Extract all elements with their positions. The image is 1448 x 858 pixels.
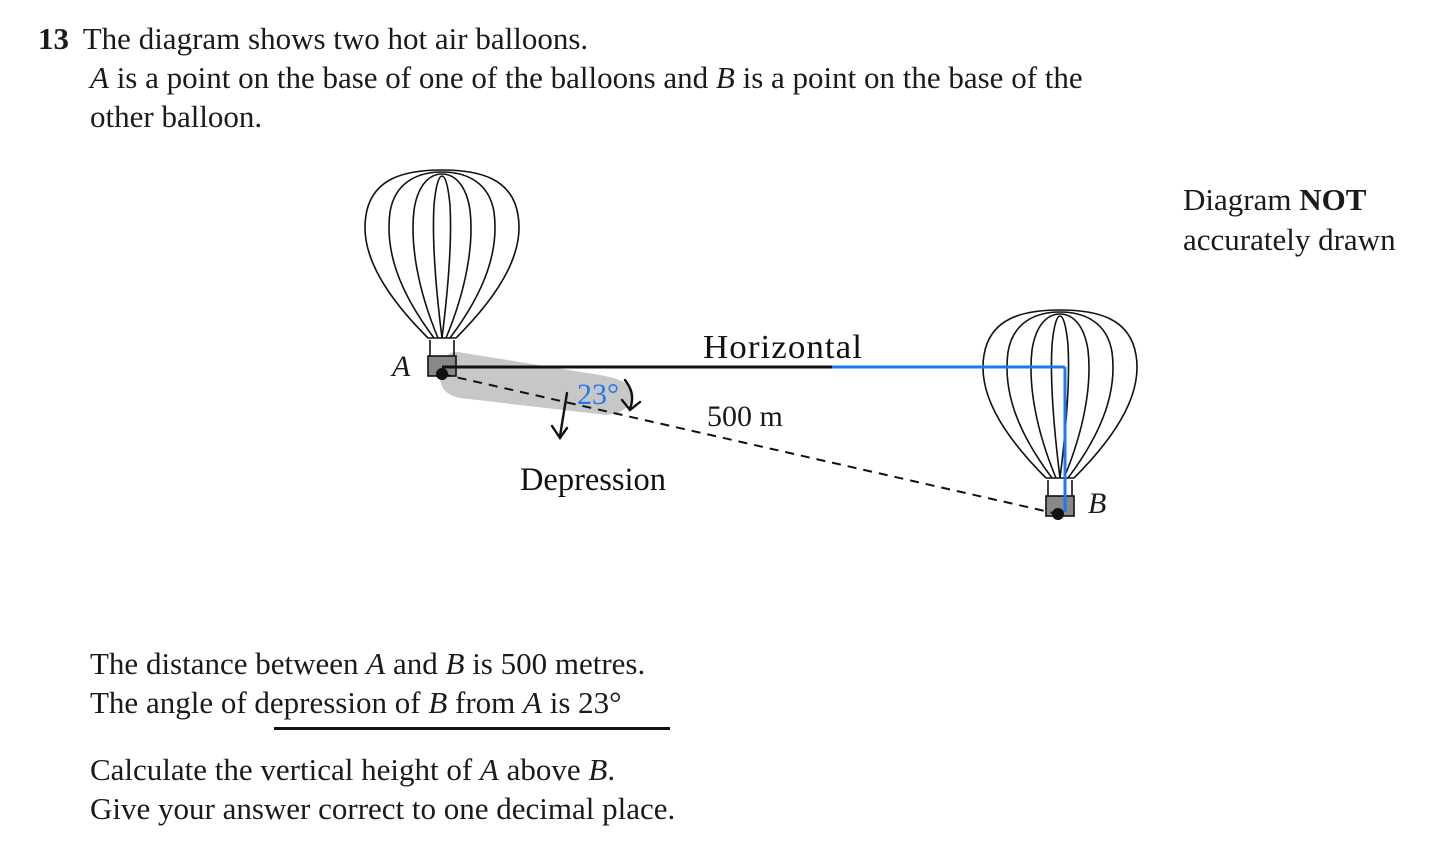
point-b-label: B (1088, 487, 1107, 520)
balloon-a (365, 170, 519, 376)
point-b-ref: B (588, 752, 608, 787)
body-text: The distance between (90, 646, 367, 681)
point-b-ref: B (428, 685, 448, 720)
intro-text: The diagram shows two hot air balloons. (82, 21, 589, 56)
distance-label: 500 m (707, 400, 783, 433)
point-b-ref: B (445, 646, 465, 681)
body-text: is 23° (541, 685, 622, 720)
point-a-ref: A (366, 646, 386, 681)
body-line3 (90, 750, 615, 790)
question-intro-line3: other balloon. (90, 99, 263, 134)
question-number: 13 (38, 21, 69, 56)
point-a-label: A (90, 60, 109, 95)
body-text: above (498, 752, 589, 787)
body-text: from (447, 685, 524, 720)
body-text: and (385, 646, 446, 681)
note-text: Diagram (1183, 182, 1300, 217)
body-text: Calculate the vertical height of (90, 752, 480, 787)
note-text-2: accurately drawn (1183, 222, 1396, 257)
body-line1 (90, 644, 645, 684)
balloon-b (983, 310, 1137, 516)
point-a-dot (436, 368, 448, 380)
body-text: . (607, 752, 616, 787)
handwritten-depression: Depression (520, 462, 666, 498)
point-a-label: A (392, 350, 411, 383)
handwritten-underline (274, 727, 670, 730)
note-not: NOT (1299, 182, 1367, 217)
intro-text: is a point on the base of the (734, 60, 1083, 95)
point-b-dot (1052, 508, 1064, 520)
intro-text: is a point on the base of one of the balloons and (108, 60, 716, 95)
point-a-ref: A (523, 685, 542, 720)
handwritten-horizontal: Horizontal (703, 329, 863, 366)
body-text: is 500 metres. (464, 646, 646, 681)
body-text: The angle of depression of (90, 685, 429, 720)
point-b-label: B (715, 60, 735, 95)
point-a-ref: A (479, 752, 499, 787)
body-line4: Give your answer correct to one decimal place. (90, 791, 676, 826)
body-line2 (90, 683, 622, 723)
handwritten-angle: 23° (577, 378, 619, 411)
